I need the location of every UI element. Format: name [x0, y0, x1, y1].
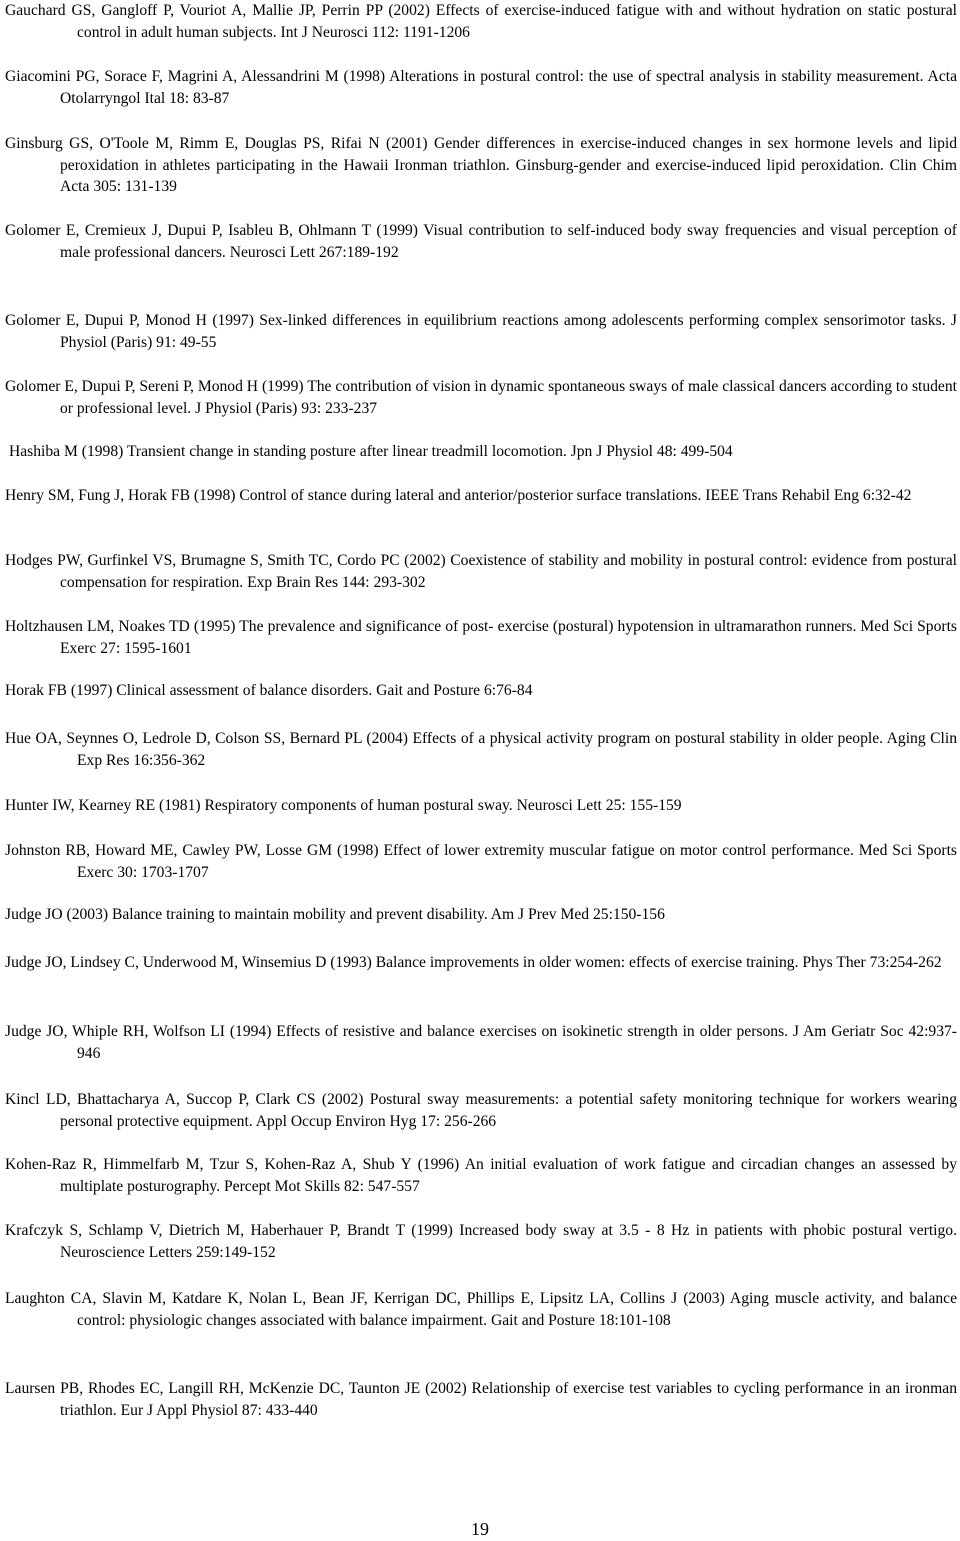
reference-entry: Johnston RB, Howard ME, Cawley PW, Losse GM (1998) Effect of lower extremity muscular fatigue on motor control performance. Med Sci Sports Exerc 30: 1703-1707 — [5, 842, 957, 881]
reference-entry: Golomer E, Dupui P, Monod H (1997) Sex-linked differences in equilibrium reactions among adolescents performing complex sensorimotor tasks. J Physiol (Paris) 91: 49-55 — [5, 312, 957, 351]
reference-entry: Laursen PB, Rhodes EC, Langill RH, McKenzie DC, Taunton JE (2002) Relationship of exercise test variables to cycling performance in an ironman triathlon. Eur J Appl Physiol 87: 433-440 — [5, 1380, 957, 1419]
reference-entry: Judge JO, Whiple RH, Wolfson LI (1994) Effects of resistive and balance exercises on isokinetic strength in older persons. J Am Geriatr Soc 42:937-946 — [5, 1023, 957, 1062]
reference-entry: Hodges PW, Gurfinkel VS, Brumagne S, Smith TC, Cordo PC (2002) Coexistence of stability and mobility in postural control: evidence from postural compensation for respiration. Exp Brain Res 144: 293-302 — [5, 552, 957, 591]
reference-entry: Golomer E, Cremieux J, Dupui P, Isableu B, Ohlmann T (1999) Visual contribution to self-induced body sway frequencies and visual perception of male professional dancers. Neurosci Lett 267:189-192 — [5, 222, 957, 261]
reference-entry: Judge JO, Lindsey C, Underwood M, Winsemius D (1993) Balance improvements in older women: effects of exercise training. Phys Ther 73:254-262 — [5, 954, 942, 971]
reference-entry: Krafczyk S, Schlamp V, Dietrich M, Haberhauer P, Brandt T (1999) Increased body sway at 3.5 - 8 Hz in patients with phobic postural vertigo. Neuroscience Letters 259:149-152 — [5, 1222, 957, 1261]
reference-entry: Hue OA, Seynnes O, Ledrole D, Colson SS, Bernard PL (2004) Effects of a physical activity program on postural stability in older people. Aging Clin Exp Res 16:356-362 — [5, 730, 957, 769]
reference-entry: Judge JO (2003) Balance training to maintain mobility and prevent disability. Am J Prev Med 25:150-156 — [5, 906, 665, 923]
reference-entry: Holtzhausen LM, Noakes TD (1995) The prevalence and significance of post- exercise (postural) hypotension in ultramarathon runners. Med Sci Sports Exerc 27: 1595-1601 — [5, 618, 957, 657]
reference-entry: Gauchard GS, Gangloff P, Vouriot A, Mallie JP, Perrin PP (2002) Effects of exercise-induced fatigue with and without hydration on static postural control in adult human subjects. Int J Neurosci 112: 1191-1206 — [5, 2, 957, 41]
reference-entry: Hashiba M (1998) Transient change in standing posture after linear treadmill locomotion. Jpn J Physiol 48: 499-504 — [9, 443, 733, 460]
reference-entry: Giacomini PG, Sorace F, Magrini A, Alessandrini M (1998) Alterations in postural control: the use of spectral analysis in stability measurement. Acta Otolarryngol Ital 18: 83-87 — [5, 68, 957, 107]
page-number: 19 — [471, 1519, 489, 1539]
reference-entry: Kincl LD, Bhattacharya A, Succop P, Clark CS (2002) Postural sway measurements: a potential safety monitoring technique for workers wearing personal protective equipment. Appl Occup Environ Hyg 17: 256-266 — [5, 1091, 957, 1130]
reference-entry: Hunter IW, Kearney RE (1981) Respiratory components of human postural sway. Neurosci Lett 25: 155-159 — [5, 797, 682, 814]
reference-entry: Ginsburg GS, O'Toole M, Rimm E, Douglas PS, Rifai N (2001) Gender differences in exercise-induced changes in sex hormone levels and lipid peroxidation in athletes participating in the Hawaii Ironman triathlon. Ginsburg-gender and exercise-induced lipid peroxidation. Clin Chim Acta 305: 131-139 — [5, 135, 957, 195]
reference-entry: Henry SM, Fung J, Horak FB (1998) Control of stance during lateral and anterior/posterior surface translations. IEEE Trans Rehabil Eng 6:32-42 — [5, 487, 912, 504]
reference-entry: Golomer E, Dupui P, Sereni P, Monod H (1999) The contribution of vision in dynamic spontaneous sways of male classical dancers according to student or professional level. J Physiol (Paris) 93: 233-237 — [5, 378, 957, 417]
reference-entry: Kohen-Raz R, Himmelfarb M, Tzur S, Kohen-Raz A, Shub Y (1996) An initial evaluation of work fatigue and circadian changes an assessed by multiplate posturography. Percept Mot Skills 82: 547-557 — [5, 1156, 957, 1195]
reference-entry: Laughton CA, Slavin M, Katdare K, Nolan L, Bean JF, Kerrigan DC, Phillips E, Lipsitz LA, Collins J (2003) Aging muscle activity, and balance control: physiologic changes associated with balance impairment. Gait and Posture 18:101-108 — [5, 1290, 957, 1329]
reference-entry: Horak FB (1997) Clinical assessment of balance disorders. Gait and Posture 6:76-84 — [5, 682, 533, 699]
